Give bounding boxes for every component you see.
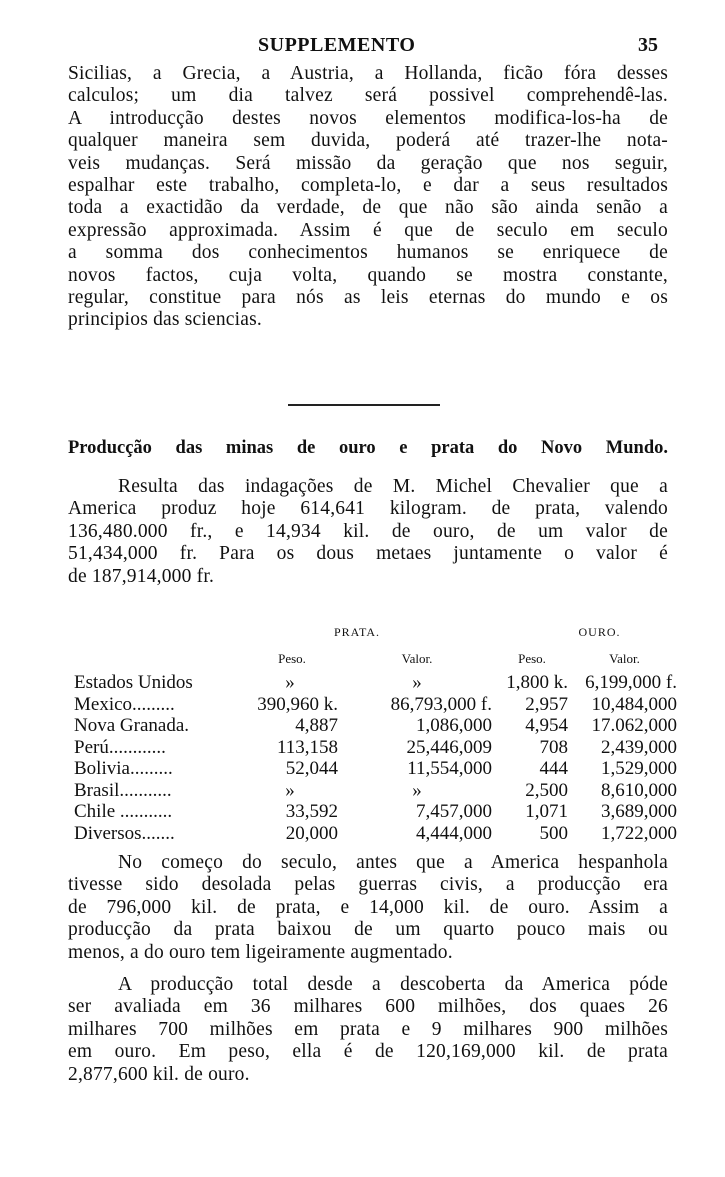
table-cell: 86,793,000 f. <box>390 693 492 715</box>
table-cell: 17.062,000 <box>591 715 677 736</box>
text-line: No começo do seculo, antes que a America hespanhola <box>118 852 668 873</box>
table-cell: 444 <box>539 758 568 779</box>
table-cell: 4,887 <box>295 715 338 736</box>
text-line: principios das sciencias. <box>68 309 262 331</box>
row-label: Diversos....... <box>74 822 175 844</box>
table-cell: 708 <box>539 736 568 758</box>
text-line: a somma dos conhecimentos humanos se enriquece de <box>68 242 668 264</box>
text-line: 2,877,600 kil. de ouro. <box>68 1063 250 1085</box>
table-cell: 2,957 <box>525 693 568 715</box>
text-line: tivesse sido desolada pelas guerras civis, a producção era <box>68 874 668 896</box>
row-label: Perú............ <box>74 736 166 758</box>
col-header: Peso. <box>278 651 306 667</box>
table-row <box>74 801 677 823</box>
text-line: expressão approximada. Assim é que de seculo em seculo <box>68 219 668 241</box>
table-cell: 8,610,000 <box>601 779 677 801</box>
table-cell: 1,722,000 <box>601 822 677 844</box>
paragraph-1 <box>68 63 668 332</box>
group-header-prata: PRATA. <box>333 625 381 640</box>
text-line: de 796,000 kil. de prata, e 14,000 kil. de ouro. Assim a <box>68 896 668 918</box>
text-line: veis mudanças. Será missão da geração que nos seguir, <box>68 152 668 174</box>
table-cell: 33,592 <box>285 801 338 822</box>
text-line: A producção total desde a descoberta da America póde <box>118 974 668 995</box>
table-cell: 4,444,000 <box>416 822 492 844</box>
col-header: Peso. <box>518 651 546 667</box>
row-label: Chile ........... <box>74 801 173 822</box>
text-line: producção da prata baixou de um quarto pouco mais ou <box>68 919 668 941</box>
text-line: A introducção destes novos elementos modifica-los-ha de <box>68 107 668 129</box>
row-label: Brasil........... <box>74 779 172 801</box>
text-line: regular, constitue para nós as leis eternas do mundo e os <box>68 286 668 308</box>
text-line: milhares 700 milhões em prata e 9 milhares 900 milhões <box>68 1018 668 1040</box>
table-cell: » <box>412 672 422 693</box>
text-line: menos, a do ouro tem ligeiramente augmentado. <box>68 941 453 963</box>
table-row <box>74 694 677 716</box>
text-line: 136,480.000 fr., e 14,934 kil. de ouro, de um valor de <box>68 520 668 542</box>
table-cell: 11,554,000 <box>407 758 492 779</box>
text-line: Sicilias, a Grecia, a Austria, a Hollanda, ficão fóra desses <box>68 63 668 84</box>
table-cell: 1,071 <box>525 801 568 822</box>
table-cell: 6,199,000 f. <box>585 672 677 693</box>
table-cell: » <box>412 779 422 801</box>
text-line: novos factos, cuja volta, quando se mostra constante, <box>68 264 668 286</box>
text-line: de 187,914,000 fr. <box>68 565 215 587</box>
table-cell: 3,689,000 <box>601 801 677 822</box>
text-line: calculos; um dia talvez será possivel comprehendê-las. <box>68 85 668 107</box>
paragraph-4 <box>68 974 668 1086</box>
text-line: espalhar este trabalho, completa-lo, e dar a seus resultados <box>68 174 668 196</box>
col-header: Valor. <box>401 651 433 667</box>
section-heading: Producção das minas de ouro e prata do Novo Mundo. <box>68 438 668 458</box>
text-line: toda a exactidão da verdade, de que não são ainda senão a <box>68 197 668 219</box>
section-divider <box>288 404 440 406</box>
table-cell: 25,446,009 <box>406 736 492 758</box>
table-row <box>74 780 677 802</box>
table-cell: 500 <box>539 822 568 844</box>
table-row <box>74 737 677 759</box>
table-row <box>74 715 677 737</box>
row-label: Estados Unidos <box>74 672 193 693</box>
text-line: 51,434,000 fr. Para os dous metaes juntamente o valor é <box>68 543 668 565</box>
table-cell: 390,960 k. <box>257 693 338 715</box>
table-cell: » <box>285 672 295 693</box>
table-cell: 1,086,000 <box>416 715 492 736</box>
text-line: em ouro. Em peso, ella é de 120,169,000 kil. de prata <box>68 1041 668 1063</box>
table-row <box>74 672 677 694</box>
table-row <box>74 758 677 780</box>
table-cell: 2,500 <box>525 779 568 801</box>
row-label: Bolivia......... <box>74 758 173 779</box>
paragraph-2 <box>68 476 668 588</box>
page-number: 35 <box>638 34 658 56</box>
running-header <box>0 34 725 58</box>
table-cell: 4,954 <box>525 715 568 736</box>
table-cell: 52,044 <box>285 758 338 779</box>
text-line: qualquer maneira sem duvida, poderá até trazer-lhe nota- <box>68 130 668 152</box>
row-label: Nova Granada. <box>74 715 190 736</box>
text-line: Resulta das indagações de M. Michel Chevalier que a <box>118 476 668 497</box>
col-header: Valor. <box>609 651 640 667</box>
table-row <box>74 823 677 845</box>
group-header-ouro: OURO. <box>578 625 621 640</box>
table-cell: » <box>285 779 295 801</box>
table-subheader-row <box>74 646 677 672</box>
table-cell: 113,158 <box>276 736 338 758</box>
production-table <box>74 620 677 844</box>
table-cell: 7,457,000 <box>416 801 492 822</box>
table-cell: 2,439,000 <box>601 736 677 758</box>
row-label: Mexico......... <box>74 693 175 715</box>
table-cell: 1,529,000 <box>601 758 677 779</box>
table-cell: 1,800 k. <box>506 672 568 693</box>
text-line: America produz hoje 614,641 kilogram. de prata, valendo <box>68 498 668 520</box>
text-line: ser avaliada em 36 milhares 600 milhões, dos quaes 26 <box>68 996 668 1018</box>
table-cell: 10,484,000 <box>591 693 677 715</box>
paragraph-3 <box>68 852 668 964</box>
running-title: SUPPLEMENTO <box>258 34 416 56</box>
table-group-header-row <box>74 620 677 646</box>
table-cell: 20,000 <box>285 822 338 844</box>
